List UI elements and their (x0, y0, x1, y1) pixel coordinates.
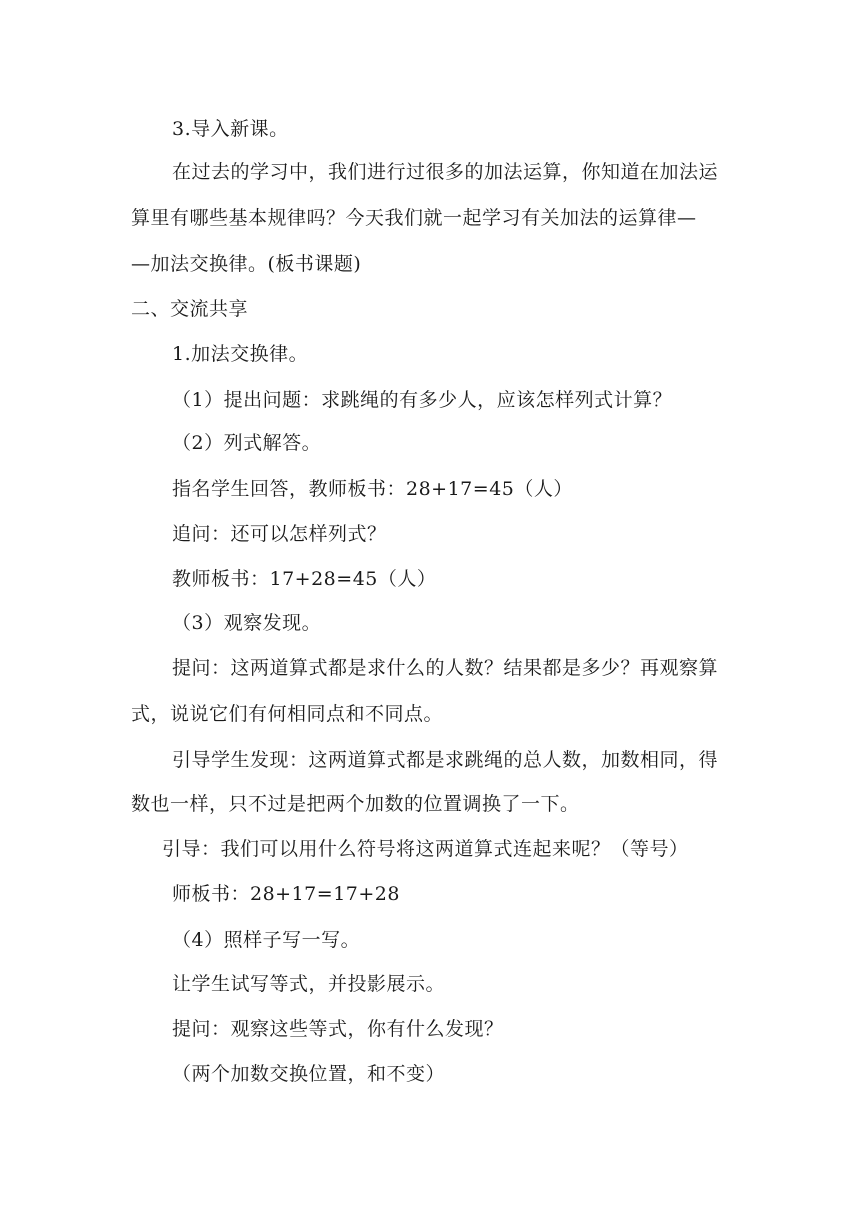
paragraph-line: 式，说说它们有何相同点和不同点。 (131, 703, 444, 725)
paragraph-line: （两个加数交换位置，和不变） (172, 1063, 446, 1085)
paragraph-line: 数也一样，只不过是把两个加数的位置调换了一下。 (131, 793, 580, 815)
paragraph-line: 教师板书：17+28=45（人） (172, 568, 437, 590)
section-heading-2: 二、交流共享 (131, 298, 249, 320)
paragraph-line: 指名学生回答，教师板书：28+17=45（人） (172, 478, 573, 500)
subsection-heading-1: 1.加法交换律。 (172, 343, 309, 365)
paragraph-line: 在过去的学习中，我们进行过很多的加法运算，你知道在加法运 (172, 161, 719, 183)
paragraph-line: 引导学生发现：这两道算式都是求跳绳的总人数，加数相同，得 (172, 749, 719, 771)
paragraph-line: 引导：我们可以用什么符号将这两道算式连起来呢？（等号） (162, 838, 689, 860)
paragraph-line: —加法交换律。(板书课题) (131, 253, 362, 275)
paragraph-line: 提问：这两道算式都是求什么的人数？结果都是多少？再观察算 (172, 657, 719, 679)
step-item: （1）提出问题：求跳绳的有多少人，应该怎样列式计算？ (172, 389, 673, 411)
paragraph-line: 提问：观察这些等式，你有什么发现？ (172, 1018, 504, 1040)
paragraph-line: 算里有哪些基本规律吗？今天我们就一起学习有关加法的运算律— (131, 207, 697, 229)
step-item: （3）观察发现。 (172, 612, 322, 634)
section-heading-3: 3.导入新课。 (172, 118, 289, 140)
paragraph-line: 追问：还可以怎样列式？ (172, 523, 387, 545)
paragraph-line: 让学生试写等式，并投影展示。 (172, 973, 446, 995)
step-item: （2）列式解答。 (172, 432, 322, 454)
step-item: （4）照样子写一写。 (172, 929, 361, 951)
paragraph-line: 师板书：28+17=17+28 (172, 883, 400, 905)
